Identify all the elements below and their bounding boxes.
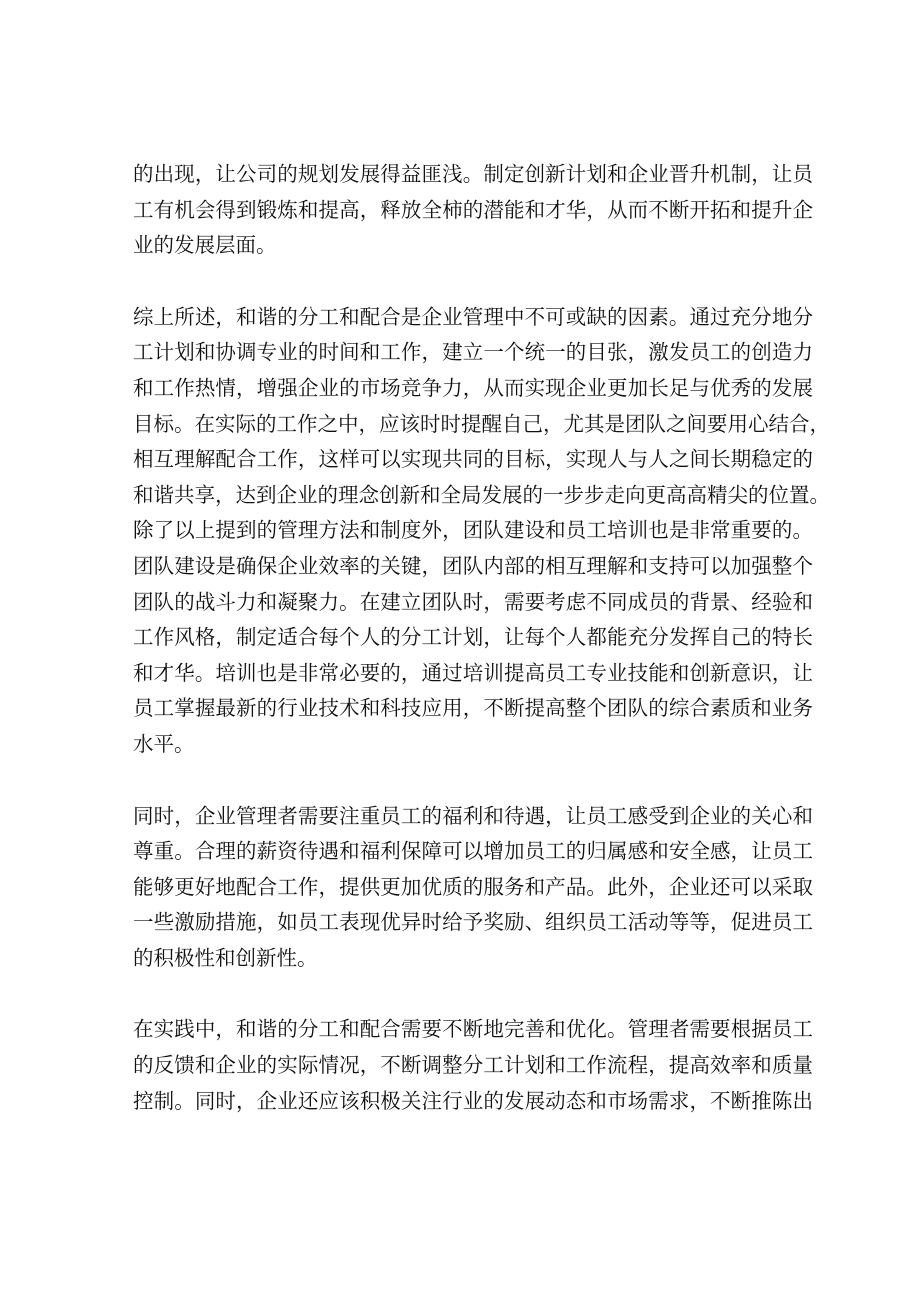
text-line: 业的发展层面。 [133,233,277,258]
text-line: 工作风格，制定适合每个人的分工计划，让每个人都能充分发挥自己的特长 [133,625,813,650]
text-line: 同时，企业管理者需要注重员工的福利和待遇，让员工感受到企业的关心和 [133,803,813,828]
text-line: 水平。 [133,731,195,756]
text-line: 能够更好地配合工作，提供更加优质的服务和产品。此外，企业还可以采取 [133,874,813,899]
text-line: 团队的战斗力和凝聚力。在建立团队时，需要考虑不同成员的背景、经验和 [133,589,813,614]
paragraph-4 [133,1012,813,1119]
text-line: 工有机会得到锻炼和提高，释放全柿的潜能和才华，从而不断开拓和提升企 [133,197,813,222]
text-line: 在实践中，和谐的分工和配合需要不断地完善和优化。管理者需要根据员工 [133,1017,813,1042]
text-line: 和工作热情，增强企业的市场竞争力，从而实现企业更加长足与优秀的发展 [133,375,813,400]
text-line: 的出现，让公司的规划发展得益匪浅。制定创新计划和企业晋升机制，让员 [133,162,813,186]
text-line: 和谐共享，达到企业的理念创新和全局发展的一步步走向更高高精尖的位置。 [133,482,830,507]
text-line: 综上所述，和谐的分工和配合是企业管理中不可或缺的因素。通过充分地分 [133,304,813,329]
text-line: 工计划和协调专业的时间和工作，建立一个统一的目张，激发员工的创造力 [133,340,813,365]
text-line: 和才华。培训也是非常必要的，通过培训提高员工专业技能和创新意识，让 [133,660,813,685]
text-line: 员工掌握最新的行业技术和科技应用，不断提高整个团队的综合素质和业务 [133,696,813,721]
text-line: 的积极性和创新性。 [133,945,318,970]
text-line: 一些激励措施，如员工表现优异时给予奖励、组织员工活动等等，促进员工 [133,910,813,935]
text-line: 团队建设是确保企业效率的关键，团队内部的相互理解和支持可以加强整个 [133,553,813,578]
document-body [133,157,830,1155]
text-line: 除了以上提到的管理方法和制度外，团队建设和员工培训也是非常重要的。 [133,518,813,543]
text-line: 控制。同时，企业还应该积极关注行业的发展动态和市场需求，不断推陈出 [133,1088,813,1113]
text-line: 相互理解配合工作，这样可以实现共同的目标，实现人与人之间长期稳定的 [133,447,813,472]
text-line: 尊重。合理的薪资待遇和福利保障可以增加员工的归属感和安全感，让员工 [133,839,813,864]
paragraph-2 [133,300,830,763]
paragraph-1 [133,157,813,264]
paragraph-3 [133,799,813,977]
text-line: 的反馈和企业的实际情况，不断调整分工计划和工作流程，提高效率和质量 [133,1053,813,1078]
text-line: 目标。在实际的工作之中，应该时时提醒自己，尤其是团队之间要用心结合， [133,411,830,436]
